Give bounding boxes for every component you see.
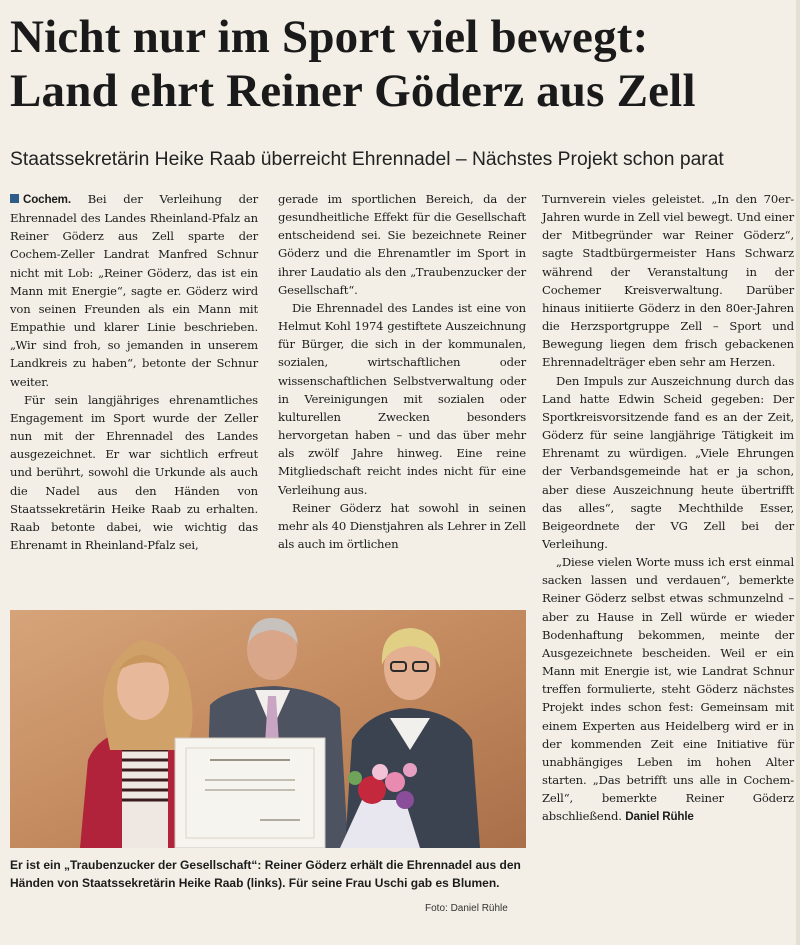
paragraph: gerade im sportlichen Bereich, da der gesundheitliche Effekt für die Gesellschaft entscheidend sei. Sie bezeichnete Reiner Göderz und die Ehrenamtler im Sport in ihrer Laudatio als den „Traubenzucker der Gesellschaft“.	[278, 192, 526, 297]
author-byline: Daniel Rühle	[625, 810, 694, 824]
headline-line-1: Nicht nur im Sport viel bewegt:	[10, 11, 649, 63]
photo-illustration	[10, 610, 526, 848]
paragraph	[10, 190, 258, 391]
photo-caption: Er ist ein „Traubenzucker der Gesellschaft“: Reiner Göderz erhält die Ehrennadel aus den Händen von Staatssekretärin Heike Raab (links). Für seine Frau Uschi gab es Blumen.	[10, 858, 521, 891]
paragraph: Turnverein vieles geleistet. „In den 70er-Jahren wurde in Zell viel bewegt. Und einer der Mitbegründer war Reiner Göderz“, sagte Stadtbürgermeister Hans Schwarz während der Veranstaltung in der Cochemer Kreisverwaltung. Darüber hinaus initiierte Göderz in den 80er-Jahren die Herzsportgruppe Zell – Sport und Bewegung liegen dem frisch gebackenen Ehrennadelträger eben sehr am Herzen.	[542, 192, 794, 370]
paragraph	[542, 553, 794, 826]
text-column-2	[278, 190, 526, 553]
paragraph: Für sein langjähriges ehrenamtliches Engagement im Sport wurde der Zeller nun mit der Ehrennadel des Landes ausgezeichnet. Er war sichtlich erfreut und berührt, sowohl die Urkunde als auch die Nadel aus den Händen von Staatssekretärin Heike Raab zu erhalten. Raab betonte dabei, wie wichtig das Ehrenamt in Rheinland-Pfalz sei,	[10, 392, 258, 552]
paragraph: Den Impuls zur Auszeichnung durch das Land hatte Edwin Scheid gegeben: Der Sportkreisvorsitzende fand es an der Zeit, Göderz für seine langjährige Tätigkeit im Ehrenamt zu würdigen. „Viele Ehrungen der Verbandsgemeinde hat er ja schon, aber diese Auszeichnung heute übertrifft das alles“, sagte Mechthilde Esser, Beigeordnete der VG Zell bei der Verleihung.	[542, 373, 794, 551]
certificate	[175, 738, 325, 848]
paragraph: Die Ehrennadel des Landes ist eine von Helmut Kohl 1974 gestiftete Auszeichnung für Bürger, die sich in der kommunalen, sozialen, wirtschaftlichen oder wissenschaftlichen Selbstverwaltung oder in Vereinigungen mit sozialen oder kulturellen Zwecken besonders hervorgetan haben – und das über mehr als zwölf Jahre hinweg. Eine reine Mitgliedschaft reicht indes nicht für eine Verleihung aus.	[278, 300, 526, 497]
article-photo	[10, 610, 526, 848]
dateline: Cochem.	[23, 193, 71, 206]
paragraph-text: Bei der Verleihung der Ehrennadel des Landes Rheinland-Pfalz an Reiner Göderz aus Zell sparte der Cochem-Zeller Landrat Manfred Schnur nicht mit Lob: „Reiner Göderz, das ist ein Mann mit Energie“, sagte er. Göderz wird von seinen Freunden als ein Mann mit Empathie und klarer Linie beschrieben. „Wir sind froh, so jemanden in unserem Landkreis zu haben“, betonte der Schnur weiter.	[10, 192, 258, 389]
paragraph-text: „Diese vielen Worte muss ich erst einmal sacken lassen und verdauen“, bemerkte Reiner Göderz selbst etwas schmunzelnd – aber zu Hause in Zell würde er wieder Bodenhaftung bekommen, meinte der Ausgezeichnete bescheiden. Weil er ein Mann mit Energie ist, wie Landrat Schnur treffen formulierte, steht Göderz nächstes Projekt indes schon fest: Gemeinsam mit einem Experten aus Heidelberg wird er in der kommenden Zeit eine Initiative für unabhängiges Leben im hohen Alter starten. „Das betrifft uns alle in Cochem-Zell“, bemerkte Reiner Göderz abschließend.	[542, 555, 794, 824]
headline	[10, 10, 790, 118]
dateline-marker-icon	[10, 194, 19, 203]
headline-line-2: Land ehrt Reiner Göderz aus Zell	[10, 65, 696, 117]
adjacent-column-edge	[796, 0, 800, 945]
paragraph: Reiner Göderz hat sowohl in seinen mehr als 40 Dienstjahren als Lehrer in Zell als auch im örtlichen	[278, 500, 526, 551]
photo-credit: Foto: Daniel Rühle	[425, 903, 508, 914]
text-column-1	[10, 190, 258, 554]
subheadline: Staatssekretärin Heike Raab überreicht Ehrennadel – Nächstes Projekt schon parat	[10, 149, 724, 170]
text-column-3	[542, 190, 794, 826]
